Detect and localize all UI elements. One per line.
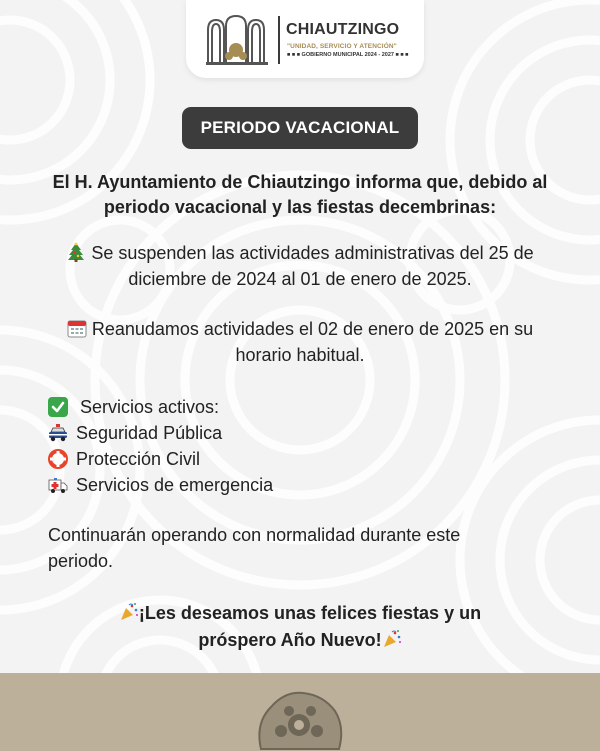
- municipal-logo-icon: [204, 10, 272, 68]
- list-item: [48, 472, 468, 498]
- resumption-text: Reanudamos actividades el 02 de enero de 2025 en su horario habitual.: [91, 319, 534, 365]
- party-popper-icon: [382, 629, 402, 649]
- suspension-text: Se suspenden las actividades administrativas del 25 de diciembre de 2024 al 01 de enero de 2025.: [91, 243, 534, 289]
- government-term: ■ ■ ■ GOBIERNO MUNICIPAL 2024 - 2027 ■ ■ ■: [287, 52, 409, 58]
- closing-line-2: próspero Año Nuevo!: [198, 630, 382, 650]
- services-heading: Servicios activos:: [80, 397, 220, 417]
- calendar-icon: [67, 318, 87, 338]
- resumption-notice: [40, 316, 560, 368]
- service-label: Servicios de emergencia: [76, 475, 274, 495]
- list-item: [48, 420, 468, 446]
- party-popper-icon: [119, 602, 139, 622]
- check-mark-icon: [48, 397, 68, 417]
- police-car-icon: [48, 423, 68, 443]
- closing-line-1: ¡Les deseamos unas felices fiestas y un: [138, 603, 482, 623]
- page-title: PERIODO VACACIONAL: [182, 107, 418, 149]
- service-label: Protección Civil: [76, 449, 201, 469]
- brand-name: CHIAUTZINGO: [286, 21, 400, 38]
- footer-band: [0, 673, 600, 751]
- service-label: Seguridad Pública: [76, 423, 223, 443]
- lifebuoy-icon: [48, 449, 68, 469]
- brand-slogan: "UNIDAD, SERVICIO Y ATENCIÓN": [287, 43, 397, 50]
- suspension-notice: [40, 240, 560, 292]
- brand-divider: [278, 16, 280, 64]
- emblem-icon: [251, 683, 349, 751]
- header-logo-card: [186, 0, 424, 78]
- continuation-text: Continuarán operando con normalidad durante este periodo.: [48, 525, 461, 571]
- christmas-tree-icon: [66, 242, 86, 262]
- services-heading-row: [48, 394, 468, 420]
- list-item: [48, 446, 468, 472]
- closing-message: [40, 600, 560, 654]
- active-services-list: [48, 394, 468, 498]
- intro-text: El H. Ayuntamiento de Chiautzingo informa que, debido al periodo vacacional y las fiestas decembrinas:: [52, 172, 548, 217]
- ambulance-icon: [48, 475, 68, 495]
